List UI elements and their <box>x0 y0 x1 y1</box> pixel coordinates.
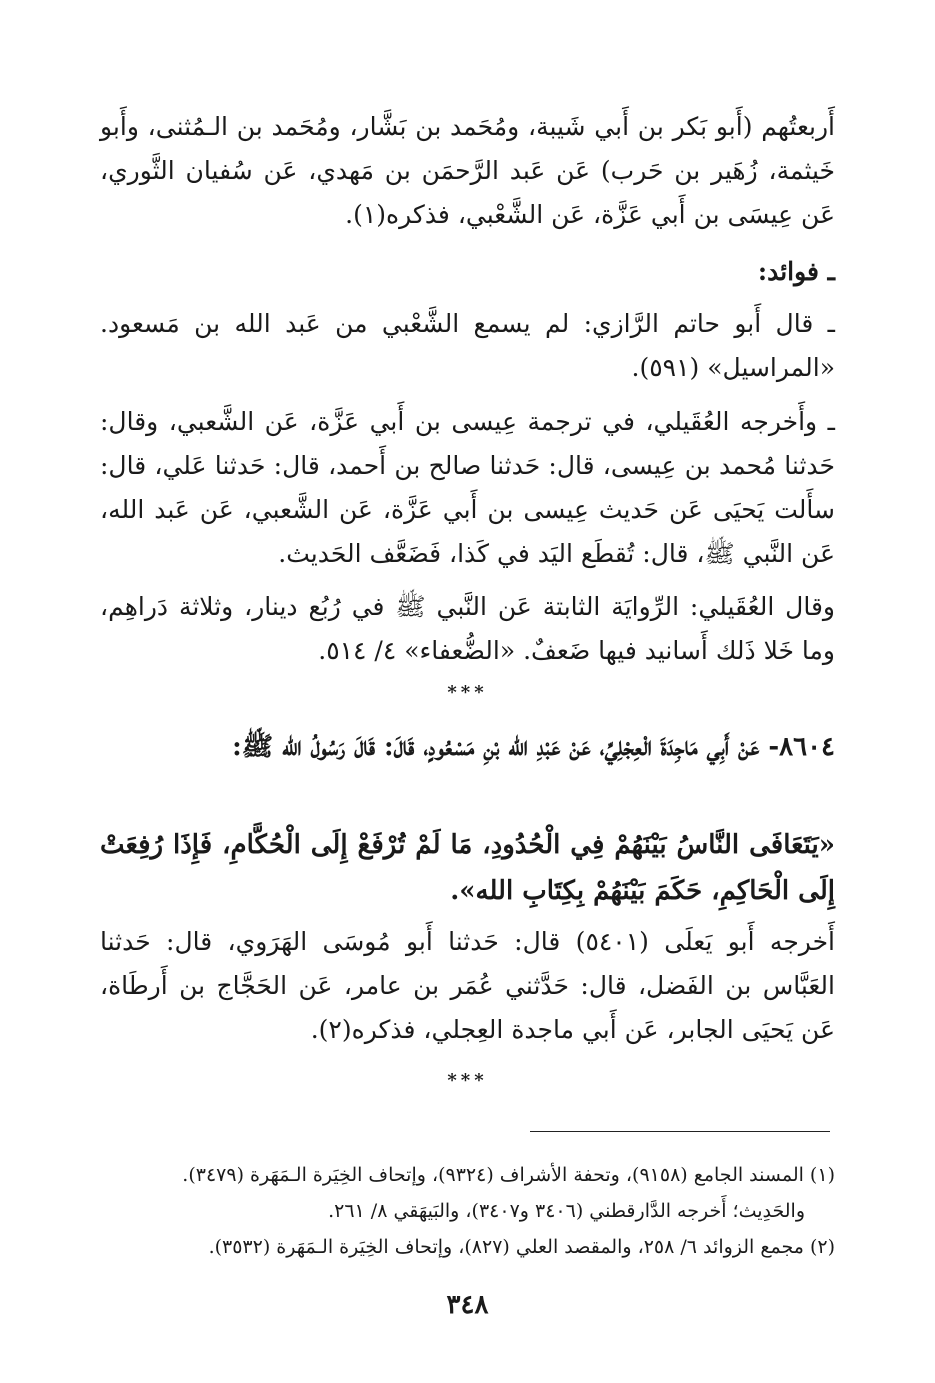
paragraph-uqayli: ـ وأَخرجه العُقَيلي، في ترجمة عِيسى بن أَبي عَزَّة، عَن الشَّعبي، وقال: حَدثنا مُحمد بن عِيسى، قال: حَدثنا صالح بن أَحمد، قال: حَدثنا عَلي، قال: سأَلت يَحيَى عَن حَديث عِيسى بن أَبي عَزَّة، عَن الشَّعبي، عَن عَبد الله، عَن النَّبي ﷺ، قال: تُقطَع اليَد في كَذا، فَضَعَّف الحَديث. <box>100 407 835 568</box>
paragraph-narrators: أَربعتُهم (أَبو بَكر بن أَبي شَيبة، ومُحَمد بن بَشَّار، ومُحَمد بن الـمُثنى، وأَبو خَيثمة، زُهَير بن حَرب) عَن عَبد الرَّحمَن بن مَهدي، عَن سُفيان الثَّوري، عَن عِيسَى بن أَبي عَزَّة، عَن الشَّعْبي، فذكره(١). <box>100 112 835 229</box>
footnote-divider <box>530 1131 830 1132</box>
page-number: ٣٤٨ <box>446 1290 489 1320</box>
paragraph-abu-hatim: ـ قال أَبو حاتم الرَّازي: لم يسمع الشَّعْبي من عَبد الله بن مَسعود. «المراسيل» (٥٩١). <box>100 309 835 382</box>
hadith-text: «يَتَعَافَى النَّاسُ بَيْنَهُمْ فِي الْحُدُودِ، مَا لَمْ تُرْفَعْ إِلَى الْحُكَّامِ، فَإِذَا رُفِعَتْ إِلَى الْحَاكِمِ، حَكَمَ بَيْنَهُمْ بِكِتَابِ الله». <box>100 830 835 906</box>
footnote-2: (٢) مجمع الزوائد ٦/ ٢٥٨، والمقصد العلي (٨٢٧)، وإتحاف الخِيَرة الـمَهَرة (٣٥٣٢). <box>208 1236 835 1258</box>
benefits-heading: ـ فوائد: <box>757 257 835 286</box>
footnote-1-line-1: (١) المسند الجامع (٩١٥٨)، وتحفة الأشراف (٩٣٢٤)، وإتحاف الخِيَرة الـمَهَرة (٣٤٧٩). <box>182 1164 835 1186</box>
paragraph-takhrij: أَخرجه أَبو يَعلَى (٥٤٠١) قال: حَدثنا أَبو مُوسَى الهَرَوي، قال: حَدثنا العَبَّاس بن الفَضل، قال: حَدَّثني عُمَر بن عامر، عَن الحَجَّاج بن أَرطَاة، عَن يَحيَى الجابر، عَن أَبي ماجدة العِجلي، فذكره(٢). <box>100 927 835 1044</box>
section-separator: *** <box>447 682 488 703</box>
hadith-isnad: ٨٦٠٤- عَنْ أَبِي مَاجِدَةَ الْعِجْلِيِّ، عَنْ عَبْدِ الله بْنِ مَسْعُودٍ، قَالَ: قَالَ رَسُولُ الله ﷺ: <box>232 732 835 762</box>
footnote-1-line-2: والحَدِيث؛ أَخرجه الدَّارقطني (٣٤٠٦ و٣٤٠٧)، والبَيهَقي ٨/ ٢٦١. <box>328 1200 805 1222</box>
paragraph-uqayli-comment: وقال العُقَيلي: الرِّوايَة الثابتة عَن النَّبي ﷺ في رُبُع دينار، وثلاثة دَراهِم، وما خَلا ذَلك أَسانيد فيها ضَعفٌ. «الضُّعفاء» ٤/ ٥١٤. <box>100 592 835 665</box>
section-separator-2: *** <box>447 1070 488 1091</box>
